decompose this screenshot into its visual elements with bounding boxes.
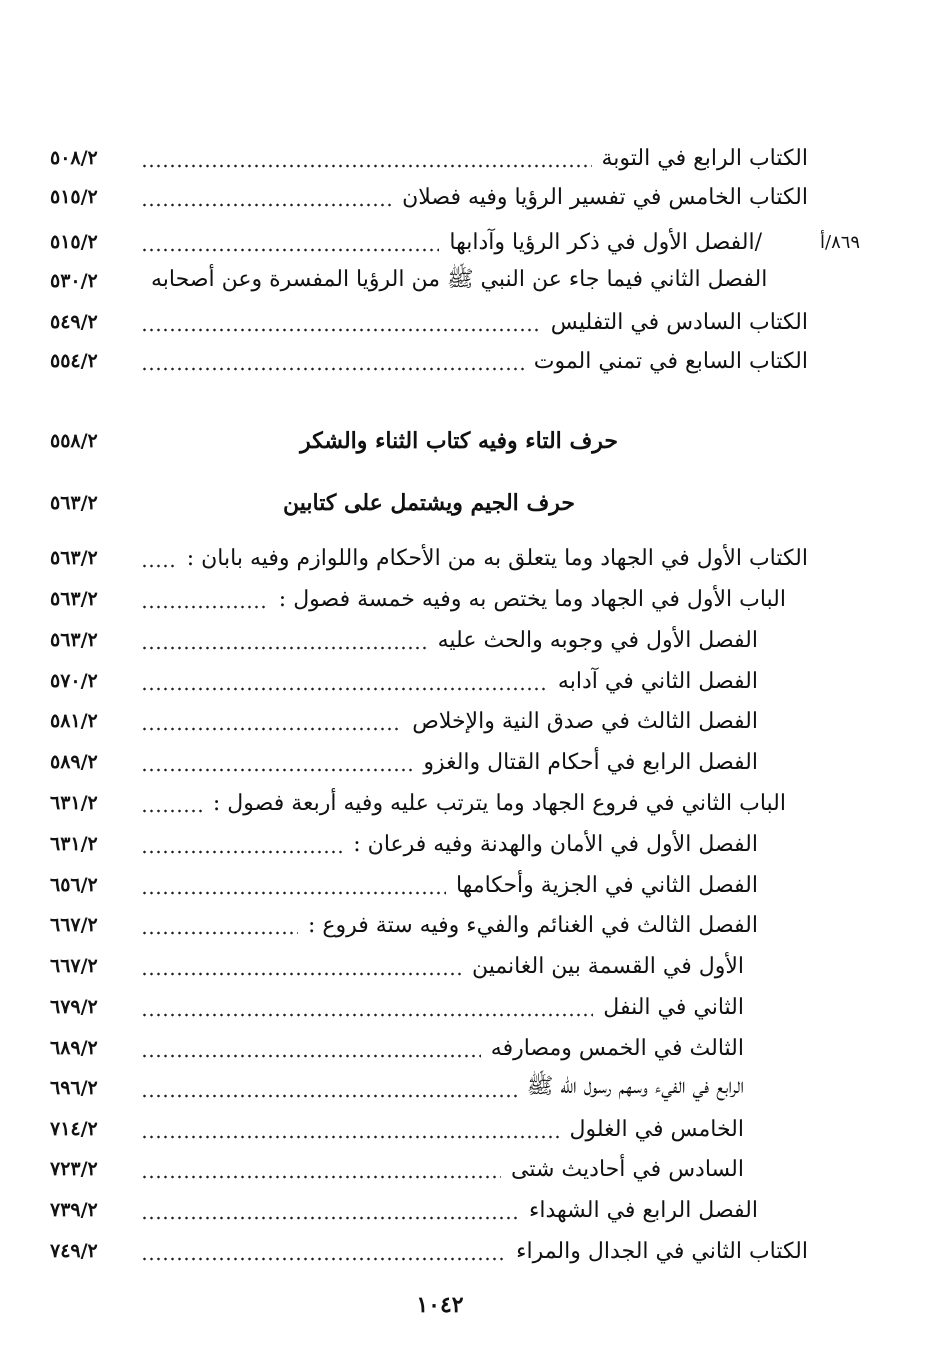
toc-entry (50, 581, 786, 617)
toc-title: الفصل الأول في وجوبه والحث عليه (437, 627, 758, 653)
toc-title: الرابع في الفيء وسهم رسول الله ﷺ (526, 1074, 744, 1099)
toc-entry (50, 304, 808, 340)
toc-page-ref: ٥٣٠/٢ (50, 270, 98, 292)
leader-dots (141, 891, 446, 895)
toc-entry (50, 622, 758, 658)
toc-title: الفصل الثاني فيما جاء عن النبي ﷺ من الرؤيا المفسرة وعن أصحابه (151, 267, 768, 292)
toc-title: الكتاب الرابع في التوبة (601, 145, 808, 171)
toc-title: الفصل الثالث في الغنائم والفيء وفيه ستة فروع : (308, 912, 758, 938)
toc-page-ref: ٦٣١/٢ (50, 792, 98, 814)
leader-dots (141, 1175, 501, 1179)
toc-page-ref: ٦٦٧/٢ (50, 914, 98, 936)
toc-entry (50, 1070, 744, 1106)
leader-dots (141, 328, 541, 332)
leader-dots (141, 1216, 519, 1220)
toc-entry (50, 1151, 744, 1187)
toc-page-ref: ٦٩٦/٢ (50, 1077, 98, 1099)
toc-page-ref: ٥٦٣/٢ (50, 547, 98, 569)
toc-entry (50, 263, 768, 299)
toc-title: السادس في أحاديث شتى (511, 1156, 744, 1182)
toc-title: الثاني في النفل (603, 994, 744, 1020)
toc-title: الفصل الثالث في صدق النية والإخلاص (412, 708, 758, 734)
toc-title: الأول في القسمة بين الغانمين (471, 953, 744, 979)
leader-dots (141, 1257, 506, 1261)
toc-entry (50, 663, 758, 699)
margin-manuscript-note: ٨٦٩/أ (820, 232, 861, 253)
toc-page-ref: ٥١٥/٢ (50, 186, 98, 208)
toc-entry (50, 989, 744, 1025)
toc-page-ref: ٦٧٩/٢ (50, 996, 98, 1018)
leader-dots (141, 687, 548, 691)
leader-dots (141, 1054, 481, 1058)
toc-section-heading (50, 423, 618, 459)
toc-title: الخامس في الغلول (569, 1116, 744, 1142)
page-number: ١٠٤٢ (416, 1292, 464, 1318)
toc-entry (50, 703, 758, 739)
toc-title: الباب الأول في الجهاد وما يختص به وفيه خمسة فصول : (278, 586, 786, 612)
toc-entry (50, 867, 758, 903)
toc-title: الفصل الأول في الأمان والهدنة وفيه فرعان : (353, 831, 758, 857)
toc-page-ref: ٥٦٣/٢ (50, 629, 98, 651)
leader-dots (141, 564, 177, 568)
leader-dots (141, 1135, 560, 1139)
toc-title: الكتاب الثاني في الجدال والمراء (516, 1238, 808, 1264)
toc-title: الفصل الرابع في أحكام القتال والغزو (423, 749, 758, 775)
toc-page-ref: ٧٣٩/٢ (50, 1199, 98, 1221)
toc-entry (50, 785, 786, 821)
leader-dots (141, 1013, 593, 1017)
toc-entry (50, 907, 758, 943)
toc-entry (50, 1030, 744, 1066)
toc-page-ref: ٥٤٩/٢ (50, 311, 98, 333)
toc-title: الثالث في الخمس ومصارفه (490, 1035, 744, 1061)
toc-page-ref: ٦٨٩/٢ (50, 1037, 98, 1059)
toc-title: /الفصل الأول في ذكر الرؤيا وآدابها (449, 229, 762, 255)
leader-dots (141, 727, 402, 731)
leader-dots (141, 605, 269, 609)
toc-entry (50, 826, 758, 862)
leader-dots (141, 768, 413, 772)
toc-page-ref: ٥١٥/٢ (50, 231, 98, 253)
toc-title: الفصل الثاني في آدابه (557, 668, 758, 694)
toc-entry (50, 1111, 744, 1147)
toc-entry (50, 744, 758, 780)
toc-section-heading (50, 485, 575, 521)
toc-page-ref: ٧١٤/٢ (50, 1118, 98, 1140)
leader-dots (141, 1094, 517, 1098)
leader-dots (141, 972, 462, 976)
section-heading-title: حرف التاء وفيه كتاب الثناء والشكر (300, 428, 618, 454)
toc-page-ref: ٧٢٣/٢ (50, 1158, 98, 1180)
leader-dots (141, 809, 203, 813)
toc-page-ref: ٥٨١/٢ (50, 710, 98, 732)
leader-dots (141, 203, 392, 207)
toc-title: الفصل الرابع في الشهداء (528, 1197, 758, 1223)
leader-dots (141, 248, 439, 252)
toc-page-ref: ٥٠٨/٢ (50, 147, 98, 169)
toc-title: الباب الثاني في فروع الجهاد وما يترتب عليه وفيه أربعة فصول : (212, 790, 786, 816)
toc-page-ref: ٥٦٣/٢ (50, 588, 98, 610)
toc-page-ref: ٥٥٤/٢ (50, 350, 98, 372)
toc-title: الكتاب السادس في التفليس (550, 309, 808, 335)
leader-dots (141, 850, 343, 854)
toc-title: الكتاب السابع في تمني الموت (533, 348, 808, 374)
toc-entry (50, 343, 808, 379)
toc-entry (50, 1192, 758, 1228)
toc-page-ref: ٦٣١/٢ (50, 833, 98, 855)
toc-title: الفصل الثاني في الجزية وأحكامها (455, 872, 758, 898)
toc-title: الكتاب الأول في الجهاد وما يتعلق به من الأحكام واللوازم وفيه بابان : (186, 545, 808, 571)
toc-page-ref: ٥٧٠/٢ (50, 670, 98, 692)
leader-dots (141, 646, 428, 650)
leader-dots (141, 367, 524, 371)
toc-entry (50, 1233, 808, 1269)
toc-title: الكتاب الخامس في تفسير الرؤيا وفيه فصلان (402, 184, 808, 210)
section-heading-title: حرف الجيم ويشتمل على كتابين (283, 490, 575, 516)
toc-page-ref: ٥٨٩/٢ (50, 751, 98, 773)
toc-page-ref: ٥٦٣/٢ (50, 492, 98, 514)
toc-page-ref: ٦٥٦/٢ (50, 874, 98, 896)
toc-page-ref: ٧٤٩/٢ (50, 1240, 98, 1262)
toc-entry (50, 224, 762, 260)
toc-page-ref: ٥٥٨/٢ (50, 430, 98, 452)
toc-page-ref: ٦٦٧/٢ (50, 955, 98, 977)
leader-dots (141, 164, 592, 168)
toc-entry (50, 179, 808, 215)
toc-entry (50, 140, 808, 176)
toc-entry (50, 540, 808, 576)
toc-entry (50, 948, 744, 984)
leader-dots (141, 931, 298, 935)
